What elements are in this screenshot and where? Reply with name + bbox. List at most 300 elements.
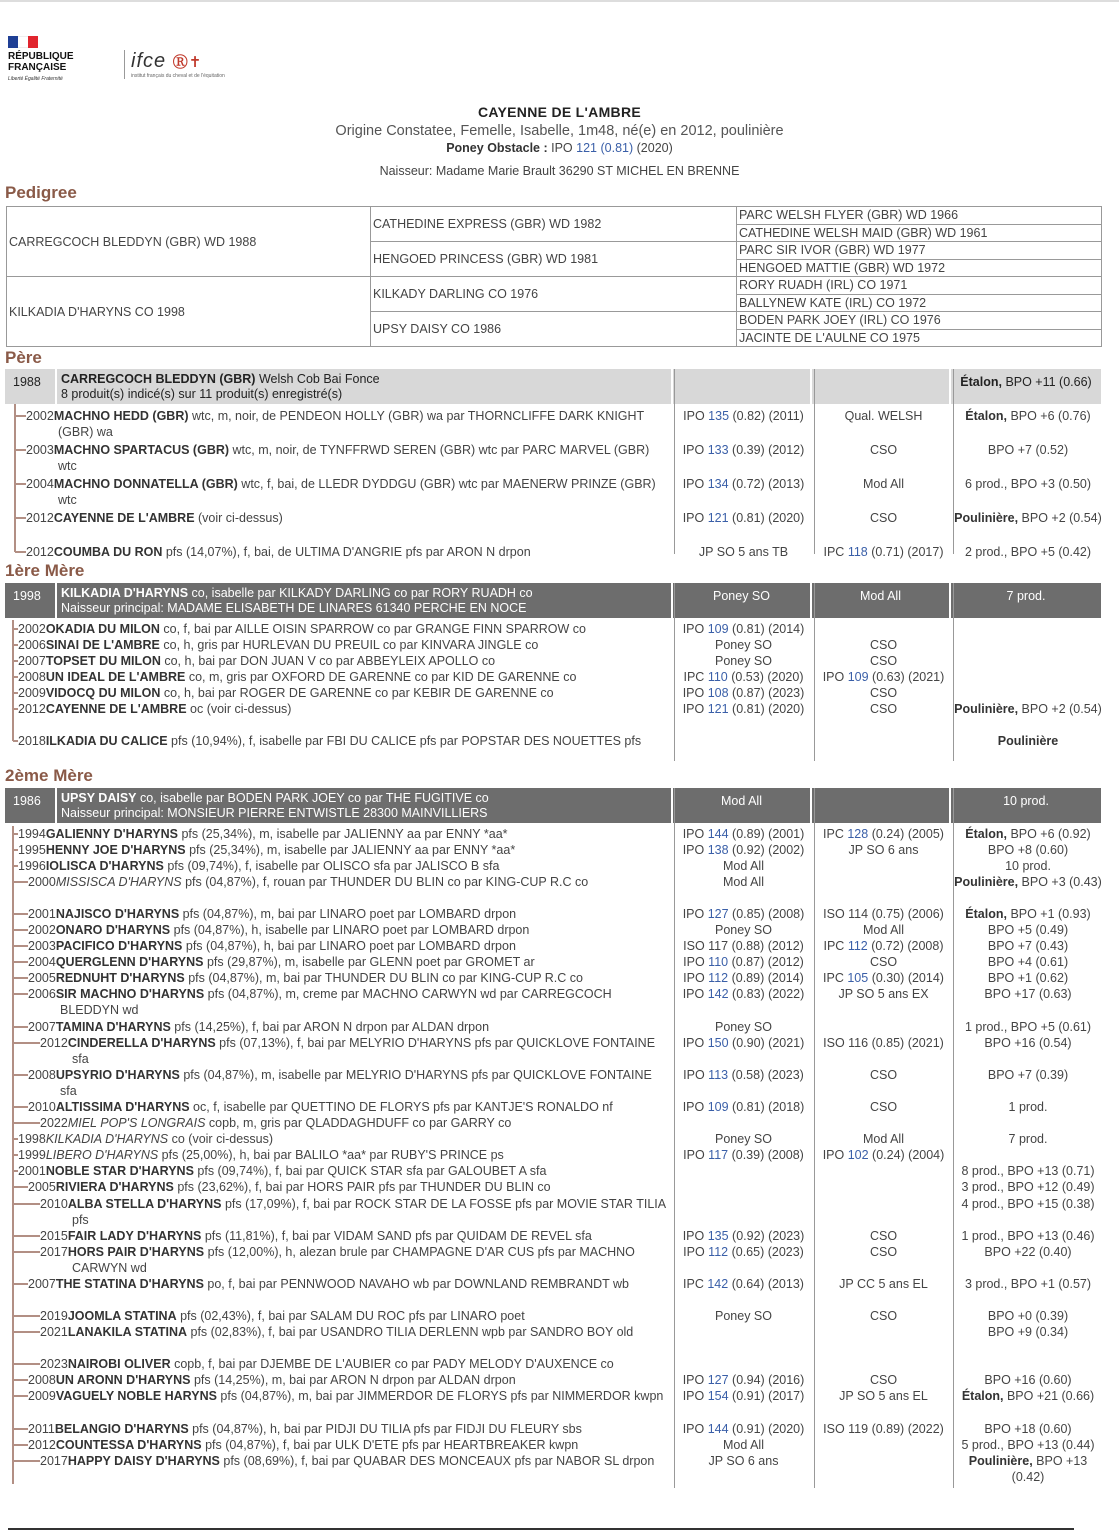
row-horse-name[interactable]: ONARO D'HARYNS [55, 923, 171, 937]
ifce-subtitle: institut français du cheval et de l'équitation [131, 73, 225, 79]
mere2-row[interactable] [0, 1244, 1105, 1276]
mere2-row[interactable] [0, 986, 1105, 1018]
tree-tick [13, 1363, 40, 1365]
row-horse-name[interactable]: MISSISCA D'HARYNS [55, 875, 182, 889]
row-details: wtc, m, noir, de PENDEON HOLLY (GBR) wa par THORNCLIFFE DARK KNIGHT (GBR) wa [58, 409, 644, 439]
row-details: pfs (04,87%), m, bai par THUNDER DU BLIN co par KING-CUP R.C co [184, 971, 583, 985]
tree-tick [15, 415, 26, 417]
column-separator [814, 583, 815, 761]
sport-line [0, 141, 1119, 155]
row-perf-a: IPO 112 (0.65) (2023) [683, 1245, 804, 1259]
row-status: 6 prod., BPO +3 (0.50) [964, 477, 1092, 491]
pedigree-dam-sire[interactable]: KILKADY DARLING CO 1976 [371, 277, 737, 312]
sport-year: (2020) [636, 141, 673, 155]
row-perf-a: IPO 127 (0.94) (2016) [682, 1373, 805, 1387]
mere1-row[interactable] [0, 685, 1105, 701]
mere2-row[interactable] [0, 1421, 1105, 1437]
mere2-row[interactable] [0, 1308, 1105, 1324]
mere2-col-b [812, 788, 951, 823]
row-horse-name[interactable]: VIDOCQ DU MILON [45, 686, 161, 700]
row-year: 2001 [28, 907, 56, 921]
row-year: 2007 [28, 1020, 56, 1034]
row-horse-name[interactable]: RIVIERA D'HARYNS [55, 1180, 174, 1194]
row-perf-b: Mod All [863, 1132, 904, 1146]
row-details: co, h, bai par DON JUAN V co par ABBEYLEIX APOLLO co [160, 654, 496, 668]
row-perf-a: IPO 133 (0.39) (2012) [682, 443, 805, 457]
row-year: 2012 [26, 511, 54, 525]
mere2-row[interactable] [0, 1019, 1105, 1035]
row-details: pfs (04,87%), m, bai par JIMMERDOR DE FLORYS pfs par NIMMERDOR kwpn [216, 1389, 664, 1403]
row-status: BPO +16 (0.60) [984, 1373, 1072, 1387]
row-year: 2002 [28, 923, 56, 937]
row-horse-name[interactable]: COUNTESSA D'HARYNS [55, 1438, 202, 1452]
row-perf-b: JP CC 5 ans EL [839, 1277, 928, 1291]
row-details: pfs (04,87%), h, bai par PIDJI DU TILIA pfs par FIDJI DU FLEURY sbs [188, 1422, 582, 1436]
row-horse-name[interactable]: REDNUHT D'HARYNS [55, 971, 185, 985]
pedigree-sire-sire[interactable]: CATHEDINE EXPRESS (GBR) WD 1982 [371, 207, 737, 242]
tree-tick [13, 977, 28, 979]
row-status-bold: Étalon, [961, 1389, 1004, 1403]
row-details: pfs (04,87%), f, rouan par THUNDER DU BLIN co par KING-CUP R.C co [181, 875, 589, 889]
mere2-col-c: 10 prod. [951, 788, 1101, 823]
row-horse-name[interactable]: HORS PAIR D'HARYNS [67, 1245, 205, 1259]
row-horse-name[interactable]: OKADIA DU MILON [45, 622, 160, 636]
tree-tick [13, 993, 28, 995]
column-separator [814, 369, 815, 554]
row-horse-name[interactable]: JOOMLA STATINA [67, 1309, 177, 1323]
pedigree-dsd[interactable]: BALLYNEW KATE (IRL) CO 1972 [737, 294, 1102, 312]
row-year: 2023 [40, 1357, 68, 1371]
row-horse-name[interactable]: UN ARONN D'HARYNS [55, 1373, 191, 1387]
row-perf-b: ISO 119 (0.89) (2022) [823, 1422, 944, 1436]
section-pere: Père [5, 348, 42, 367]
tree-tick [13, 1395, 28, 1397]
row-horse-name[interactable]: NOBLE STAR D'HARYNS [45, 1164, 194, 1178]
row-status: 1 prod., BPO +5 (0.61) [964, 1020, 1092, 1034]
row-details: pfs (29,87%), m, isabelle par GLENN poet par GROMET ar [203, 955, 535, 969]
mere2-row[interactable] [0, 1276, 1105, 1308]
row-details: (voir ci-dessus) [194, 511, 283, 525]
row-year: 2003 [26, 443, 54, 457]
row-year: 2012 [28, 1438, 56, 1452]
mere2-row[interactable] [0, 1115, 1105, 1131]
row-perf-a: Poney SO [715, 923, 772, 937]
pedigree-dds[interactable]: BODEN PARK JOEY (IRL) CO 1976 [737, 312, 1102, 330]
row-details: pfs (25,34%), m, isabelle par JALIENNY aa par ENNY *aa* [185, 843, 516, 857]
horse-name: CAYENNE DE L'AMBRE [477, 104, 641, 120]
row-perf-a: IPO 127 (0.85) (2008) [682, 907, 805, 921]
mere2-row[interactable] [0, 1131, 1105, 1147]
row-perf-a: IPC 142 (0.64) (2013) [683, 1277, 804, 1291]
mere1-row[interactable] [0, 669, 1105, 685]
row-status-bold: Étalon, [965, 827, 1007, 841]
row-status: Étalon, BPO +6 (0.76) [965, 409, 1091, 423]
pedigree-dam-dam[interactable]: UPSY DAISY CO 1986 [371, 312, 737, 347]
tree-tick [15, 517, 26, 519]
row-horse-name[interactable]: NAIROBI OLIVER [67, 1357, 171, 1371]
row-details: copb, f, bai par DJEMBE DE L'AUBIER co par PADY MELODY D'AUXENCE co [170, 1357, 614, 1371]
row-horse-name[interactable]: ILKADIA DU CALICE [45, 734, 168, 748]
row-horse-name[interactable]: UN IDEAL DE L'AMBRE [45, 670, 186, 684]
row-year: 2002 [18, 622, 46, 636]
pedigree-ddd[interactable]: JACINTE DE L'AULNE CO 1975 [737, 329, 1102, 347]
mere1-line2: Naisseur principal: MADAME ELISABETH DE LINARES 61340 PERCHE EN NOCE [61, 601, 527, 615]
row-perf-b: JP SO 5 ans EX [838, 987, 929, 1001]
mere1-row[interactable] [0, 653, 1105, 669]
mere2-row[interactable] [0, 906, 1105, 922]
row-status: 8 prod., BPO +13 (0.71) [961, 1164, 1095, 1178]
mere1-col-c: 7 prod. [951, 583, 1101, 618]
bottom-rule [8, 1528, 1074, 1530]
pere-row[interactable] [0, 442, 1105, 474]
row-status: 7 prod. [1008, 1132, 1048, 1146]
mere2-row[interactable] [0, 1163, 1105, 1179]
mere2-row[interactable] [0, 842, 1105, 858]
row-details: pfs (04,87%), m, bai par LINARO poet par LOMBARD drpon [179, 907, 517, 921]
row-year: 2007 [18, 654, 46, 668]
pere-col-b [812, 369, 951, 404]
row-year: 2018 [18, 734, 46, 748]
sport-ipo-index: (0.81) [600, 141, 634, 155]
mere2-row[interactable] [0, 1035, 1105, 1067]
row-details: pfs (04,87%), h, isabelle par LINARO poet par LOMBARD drpon [170, 923, 530, 937]
row-perf-b: CSO [869, 1229, 898, 1243]
row-year: 1996 [18, 859, 46, 873]
mere2-row[interactable] [0, 1453, 1105, 1485]
row-status: BPO +18 (0.60) [984, 1422, 1072, 1436]
pere-col-c-bold: Étalon, [960, 375, 1002, 389]
tree-tick [13, 1122, 40, 1124]
row-details: pfs (04,87%), m, isabelle par MELYRIO D'HARYNS pfs par QUICKLOVE FONTAINE sfa [60, 1068, 652, 1098]
pedigree-sss[interactable]: PARC WELSH FLYER (GBR) WD 1966 [737, 207, 1102, 225]
row-status: Poulinière, BPO +3 (0.43) [954, 875, 1102, 889]
sport-label: Poney Obstacle : [446, 141, 548, 155]
tree-tick [15, 449, 26, 451]
mere2-year: 1986 [5, 788, 57, 823]
row-status: 4 prod., BPO +15 (0.38) [961, 1197, 1095, 1211]
row-year: 1999 [18, 1148, 46, 1162]
pere-row[interactable] [0, 408, 1105, 440]
row-details: pfs (08,69%), f, bai par QUABAR DES MONCEAUX pfs par NABOR SL drpon [219, 1454, 655, 1468]
row-horse-name[interactable]: MACHNO SPARTACUS (GBR) [53, 443, 230, 457]
republique-francaise-logo [8, 36, 88, 82]
row-status: BPO +8 (0.60) [987, 843, 1069, 857]
tree-tick [13, 1460, 40, 1462]
row-status: BPO +22 (0.40) [984, 1245, 1072, 1259]
row-perf-b: IPC 128 (0.24) (2005) [823, 827, 944, 841]
column-separator [674, 583, 675, 761]
mere2-desc: co, isabelle par BODEN PARK JOEY co par THE FUGITIVE co [139, 791, 489, 805]
row-horse-name[interactable]: FAIR LADY D'HARYNS [67, 1229, 202, 1243]
row-details: co, h, gris par HURLEVAN DU PREUIL co par KINVARA JINGLE co [159, 638, 539, 652]
mere2-row[interactable] [0, 1356, 1105, 1372]
row-perf-b: IPC 118 (0.71) (2017) [823, 545, 944, 559]
row-perf-a: Mod All [723, 1438, 764, 1452]
pere-col-c [951, 369, 1101, 404]
row-status: BPO +1 (0.62) [987, 971, 1069, 985]
mere2-line2: Naisseur principal: MONSIEUR PIERRE ENTWISTLE 28300 MAINVILLIERS [61, 806, 488, 820]
mere2-row[interactable] [0, 954, 1105, 970]
row-perf-a: IPO 142 (0.83) (2022) [682, 987, 805, 1001]
mere2-name[interactable]: UPSY DAISY [61, 791, 137, 805]
row-horse-name[interactable]: HENNY JOE D'HARYNS [45, 843, 186, 857]
row-details: pfs (14,07%), f, bai, de ULTIMA D'ANGRIE pfs par ARON N drpon [162, 545, 531, 559]
mere1-row[interactable] [0, 701, 1105, 733]
pere-desc: Welsh Cob Bai Fonce [258, 372, 380, 386]
row-horse-name[interactable]: BELANGIO D'HARYNS [54, 1422, 189, 1436]
row-year: 2019 [40, 1309, 68, 1323]
row-perf-a: Poney SO [715, 654, 772, 668]
row-horse-name[interactable]: ALBA STELLA D'HARYNS [67, 1197, 222, 1211]
pere-line2: 8 produit(s) indicé(s) sur 11 produit(s) enregistré(s) [61, 387, 343, 401]
row-perf-b: IPC 112 (0.72) (2008) [823, 939, 944, 953]
row-perf-a: IPO 109 (0.81) (2014) [682, 622, 805, 636]
row-status: BPO +0 (0.39) [987, 1309, 1069, 1323]
tree-tick [13, 1315, 40, 1317]
mere2-row[interactable] [0, 874, 1105, 906]
column-separator [674, 788, 675, 1488]
mere2-row[interactable] [0, 1228, 1105, 1244]
row-year: 1994 [18, 827, 46, 841]
row-details: pfs (10,94%), f, isabelle par FBI DU CALICE pfs par POPSTAR DES NOUETTES pfs [167, 734, 642, 748]
mere1-row[interactable] [0, 733, 1105, 765]
row-status: Poulinière, BPO +2 (0.54) [954, 511, 1102, 525]
ifce-mark-icon: Ⓡ✝ [172, 54, 203, 71]
mere1-col-b: Mod All [812, 583, 951, 618]
row-year: 2003 [28, 939, 56, 953]
mere2-row[interactable] [0, 1099, 1105, 1115]
pere-header-row [5, 369, 1101, 404]
tree-tick [13, 881, 28, 883]
tree-tick [13, 1283, 28, 1285]
row-year: 2006 [18, 638, 46, 652]
pedigree-sire-dam[interactable]: HENGOED PRINCESS (GBR) WD 1981 [371, 242, 737, 277]
mere1-header-row [5, 583, 1101, 618]
row-horse-name[interactable]: MACHNO DONNATELLA (GBR) [53, 477, 238, 491]
row-perf-b: CSO [869, 654, 898, 668]
row-perf-b: CSO [869, 511, 898, 525]
row-perf-b: CSO [869, 1309, 898, 1323]
section-mere1: 1ère Mère [5, 561, 85, 580]
mere2-row[interactable] [0, 1324, 1105, 1356]
row-horse-name[interactable]: LANAKILA STATINA [67, 1325, 188, 1339]
row-horse-name[interactable]: CAYENNE DE L'AMBRE [45, 702, 187, 716]
row-perf-a: IPO 144 (0.89) (2001) [682, 827, 805, 841]
row-perf-a: IPO 110 (0.87) (2012) [683, 955, 804, 969]
row-details: pfs (14,25%), f, bai par ARON N drpon par ALDAN drpon [170, 1020, 490, 1034]
row-perf-a: IPO 135 (0.82) (2011) [683, 409, 804, 423]
mere2-row[interactable] [0, 922, 1105, 938]
row-details: co, f, bai par AILLE OISIN SPARROW co par GRANGE FINN SPARROW co [159, 622, 586, 636]
row-perf-a: Poney SO [715, 1020, 772, 1034]
mere2-row[interactable] [0, 1388, 1105, 1420]
pedigree-sdd[interactable]: HENGOED MATTIE (GBR) WD 1972 [737, 259, 1102, 277]
row-year: 2010 [40, 1197, 68, 1211]
row-horse-name[interactable]: MACHNO HEDD (GBR) [53, 409, 189, 423]
pedigree-sds[interactable]: PARC SIR IVOR (GBR) WD 1977 [737, 242, 1102, 260]
pere-row[interactable] [0, 544, 1105, 560]
row-perf-a: IPO 150 (0.90) (2021) [682, 1036, 805, 1050]
tree-tick [13, 1186, 28, 1188]
mere1-main [57, 583, 673, 618]
row-year: 1998 [18, 1132, 46, 1146]
row-year: 2005 [28, 971, 56, 985]
row-horse-name[interactable]: TAMINA D'HARYNS [55, 1020, 171, 1034]
row-details: co, h, bai par ROGER DE GARENNE co par KEBIR DE GARENNE co [160, 686, 554, 700]
row-perf-b: CSO [869, 443, 898, 457]
section-mere2: 2ème Mère [5, 766, 93, 785]
row-horse-name[interactable]: ALTISSIMA D'HARYNS [55, 1100, 190, 1114]
row-perf-a: IPO 108 (0.87) (2023) [682, 686, 805, 700]
row-perf-b: CSO [869, 1068, 898, 1082]
row-status-bold: Poulinière, [954, 511, 1019, 525]
row-details: pfs (12,00%), h, alezan brule par CHAMPAGNE D'AR CUS pfs par MACHNO CARWYN wd [72, 1245, 635, 1275]
row-horse-name[interactable]: VAGUELY NOBLE HARYNS [55, 1389, 217, 1403]
row-horse-name[interactable]: MIEL POP'S LONGRAIS [67, 1116, 206, 1130]
pere-year: 1988 [5, 369, 57, 404]
tree-tick [13, 1106, 28, 1108]
mere2-row[interactable] [0, 1067, 1105, 1099]
mere2-row[interactable] [0, 858, 1105, 874]
tree-tick [13, 945, 28, 947]
row-details: pfs (02,43%), f, bai par SALAM DU ROC pfs par LINARO poet [176, 1309, 525, 1323]
row-perf-a: IPO 144 (0.91) (2020) [682, 1422, 805, 1436]
row-horse-name[interactable]: QUERGLENN D'HARYNS [55, 955, 204, 969]
row-status: Poulinière, BPO +13 (0.42) [968, 1454, 1088, 1484]
row-year: 2009 [18, 686, 46, 700]
mere1-row[interactable] [0, 621, 1105, 637]
tree-tick [13, 1428, 28, 1430]
row-perf-b: ISO 116 (0.85) (2021) [823, 1036, 944, 1050]
tree-tick [13, 913, 28, 915]
row-status: BPO +5 (0.49) [987, 923, 1069, 937]
pere-main [57, 369, 673, 404]
row-status: Étalon, BPO +21 (0.66) [961, 1389, 1095, 1403]
row-horse-name[interactable]: CINDERELLA D'HARYNS [67, 1036, 216, 1050]
pere-row[interactable] [0, 510, 1105, 542]
row-details: pfs (25,34%), m, isabelle par JALIENNY aa par ENNY *aa* [177, 827, 508, 841]
row-horse-name[interactable]: TOPSET DU MILON [45, 654, 161, 668]
row-horse-name[interactable]: IOLISCA D'HARYNS [45, 859, 164, 873]
row-year: 2022 [40, 1116, 68, 1130]
row-details: co, m, gris par OXFORD DE GARENNE co par KID DE GARENNE co [185, 670, 577, 684]
mere2-row[interactable] [0, 938, 1105, 954]
row-perf-a: IPO 154 (0.91) (2017) [682, 1389, 805, 1403]
tree-tick [13, 1074, 28, 1076]
pere-col-c-text: BPO +11 (0.66) [1005, 375, 1092, 389]
row-horse-name[interactable]: CAYENNE DE L'AMBRE [53, 511, 195, 525]
column-separator [953, 788, 954, 1488]
mere2-row[interactable] [0, 1179, 1105, 1195]
row-perf-b: CSO [869, 1100, 898, 1114]
row-details: pfs (09,74%), f, bai par QUICK STAR sfa par GALOUBET A sfa [193, 1164, 547, 1178]
row-details: pfs (07,13%), f, bai par MELYRIO D'HARYNS pfs par QUICKLOVE FONTAINE sfa [72, 1036, 656, 1066]
row-status: 5 prod., BPO +13 (0.44) [961, 1438, 1095, 1452]
row-horse-name[interactable]: HAPPY DAISY D'HARYNS [67, 1454, 220, 1468]
pere-name[interactable]: CARREGCOCH BLEDDYN (GBR) [61, 372, 256, 386]
row-year: 2001 [18, 1164, 46, 1178]
mere1-desc: co, isabelle par KILKADY DARLING co par RORY RUADH co [191, 586, 533, 600]
pedigree-dss[interactable]: RORY RUADH (IRL) CO 1971 [737, 277, 1102, 295]
row-details: pfs (17,09%), f, bai par ROCK STAR DE LA FOSSE pfs par MOVIE STAR TILIA pfs [72, 1197, 666, 1227]
row-year: 2002 [26, 409, 54, 423]
pedigree-ssd[interactable]: CATHEDINE WELSH MAID (GBR) WD 1961 [737, 224, 1102, 242]
row-details: pfs (23,62%), f, bai par HORS PAIR pfs par THUNDER DU BLIN co [173, 1180, 551, 1194]
header-logos [8, 36, 268, 106]
row-horse-name[interactable]: SIR MACHNO D'HARYNS [55, 987, 205, 1001]
tree-tick [13, 1235, 40, 1237]
row-horse-name[interactable]: GALIENNY D'HARYNS [45, 827, 178, 841]
row-perf-b: Qual. WELSH [844, 409, 923, 423]
tree-tick [13, 1203, 40, 1205]
mere2-row[interactable] [0, 1372, 1105, 1388]
row-details: co (voir ci-dessus) [168, 1132, 274, 1146]
pedigree-sire[interactable]: CARREGCOCH BLEDDYN (GBR) WD 1988 [7, 207, 371, 277]
row-year: 2012 [18, 702, 46, 716]
row-horse-name[interactable]: UPSYRIO D'HARYNS [55, 1068, 180, 1082]
row-perf-a: JP SO 5 ans TB [698, 545, 789, 559]
mere2-row[interactable] [0, 970, 1105, 986]
row-perf-a: IPO 121 (0.81) (2020) [682, 511, 805, 525]
row-perf-b: Mod All [863, 923, 904, 937]
mere1-row[interactable] [0, 637, 1105, 653]
row-horse-name[interactable]: KILKADIA D'HARYNS [45, 1132, 169, 1146]
mere2-row[interactable] [0, 1196, 1105, 1228]
row-perf-b: JP SO 5 ans EL [839, 1389, 928, 1403]
row-perf-a: Poney SO [715, 1132, 772, 1146]
row-details: wtc, f, bai, de LLEDR DYDDGU (GBR) wtc par MAENERW PRINZE (GBR) wtc [58, 477, 656, 507]
tree-tick [13, 1379, 28, 1381]
row-horse-name[interactable]: SINAI DE L'AMBRE [45, 638, 160, 652]
horse-header [0, 104, 1119, 178]
tree-tick [13, 1042, 40, 1044]
row-details: pfs (04,87%), m, creme par MACHNO CARWYN wd par CARREGCOCH BLEDDYN wd [60, 987, 612, 1017]
row-status-bold: Étalon, [965, 907, 1007, 921]
row-year: 2011 [28, 1422, 55, 1436]
row-horse-name[interactable]: COUMBA DU RON [53, 545, 163, 559]
row-perf-b: CSO [869, 686, 898, 700]
row-details: copb, m, gris par QLADDAGHDUFF co par GARRY co [205, 1116, 512, 1130]
row-perf-a: IPO 138 (0.92) (2002) [682, 843, 805, 857]
mere1-name[interactable]: KILKADIA D'HARYNS [61, 586, 189, 600]
row-horse-name[interactable]: NAJISCO D'HARYNS [55, 907, 180, 921]
row-perf-b: Mod All [863, 477, 904, 491]
ifce-logo [124, 50, 234, 79]
row-perf-a: IPO 117 (0.39) (2008) [683, 1148, 804, 1162]
breeder: Naisseur: Madame Marie Brault 36290 ST MICHEL EN BRENNE [379, 164, 740, 178]
mere2-row[interactable] [0, 1147, 1105, 1163]
mere2-row[interactable] [0, 1437, 1105, 1453]
tree-tick [13, 1444, 28, 1446]
row-perf-b: CSO [869, 955, 898, 969]
row-horse-name[interactable]: THE STATINA D'HARYNS [55, 1277, 204, 1291]
section-pedigree: Pedigree [5, 183, 77, 202]
row-details: pfs (04,87%), f, bai par ULK D'ETE pfs par HEARTBREAKER kwpn [201, 1438, 579, 1452]
row-horse-name[interactable]: LIBERO D'HARYNS [45, 1148, 159, 1162]
row-perf-a: ISO 117 (0.88) (2012) [683, 939, 804, 953]
row-horse-name[interactable]: PACIFICO D'HARYNS [55, 939, 183, 953]
row-status: 1 prod. [1008, 1100, 1048, 1114]
row-year: 2008 [18, 670, 46, 684]
row-perf-b: CSO [869, 1245, 898, 1259]
pedigree-dam[interactable]: KILKADIA D'HARYNS CO 1998 [7, 277, 371, 347]
row-status: BPO +7 (0.52) [987, 443, 1069, 457]
tree-tick [13, 961, 28, 963]
row-status: 3 prod., BPO +12 (0.49) [961, 1180, 1095, 1194]
pere-row[interactable] [0, 476, 1105, 508]
mere2-row[interactable] [0, 826, 1105, 842]
sport-ipo-value: 121 [576, 141, 598, 155]
